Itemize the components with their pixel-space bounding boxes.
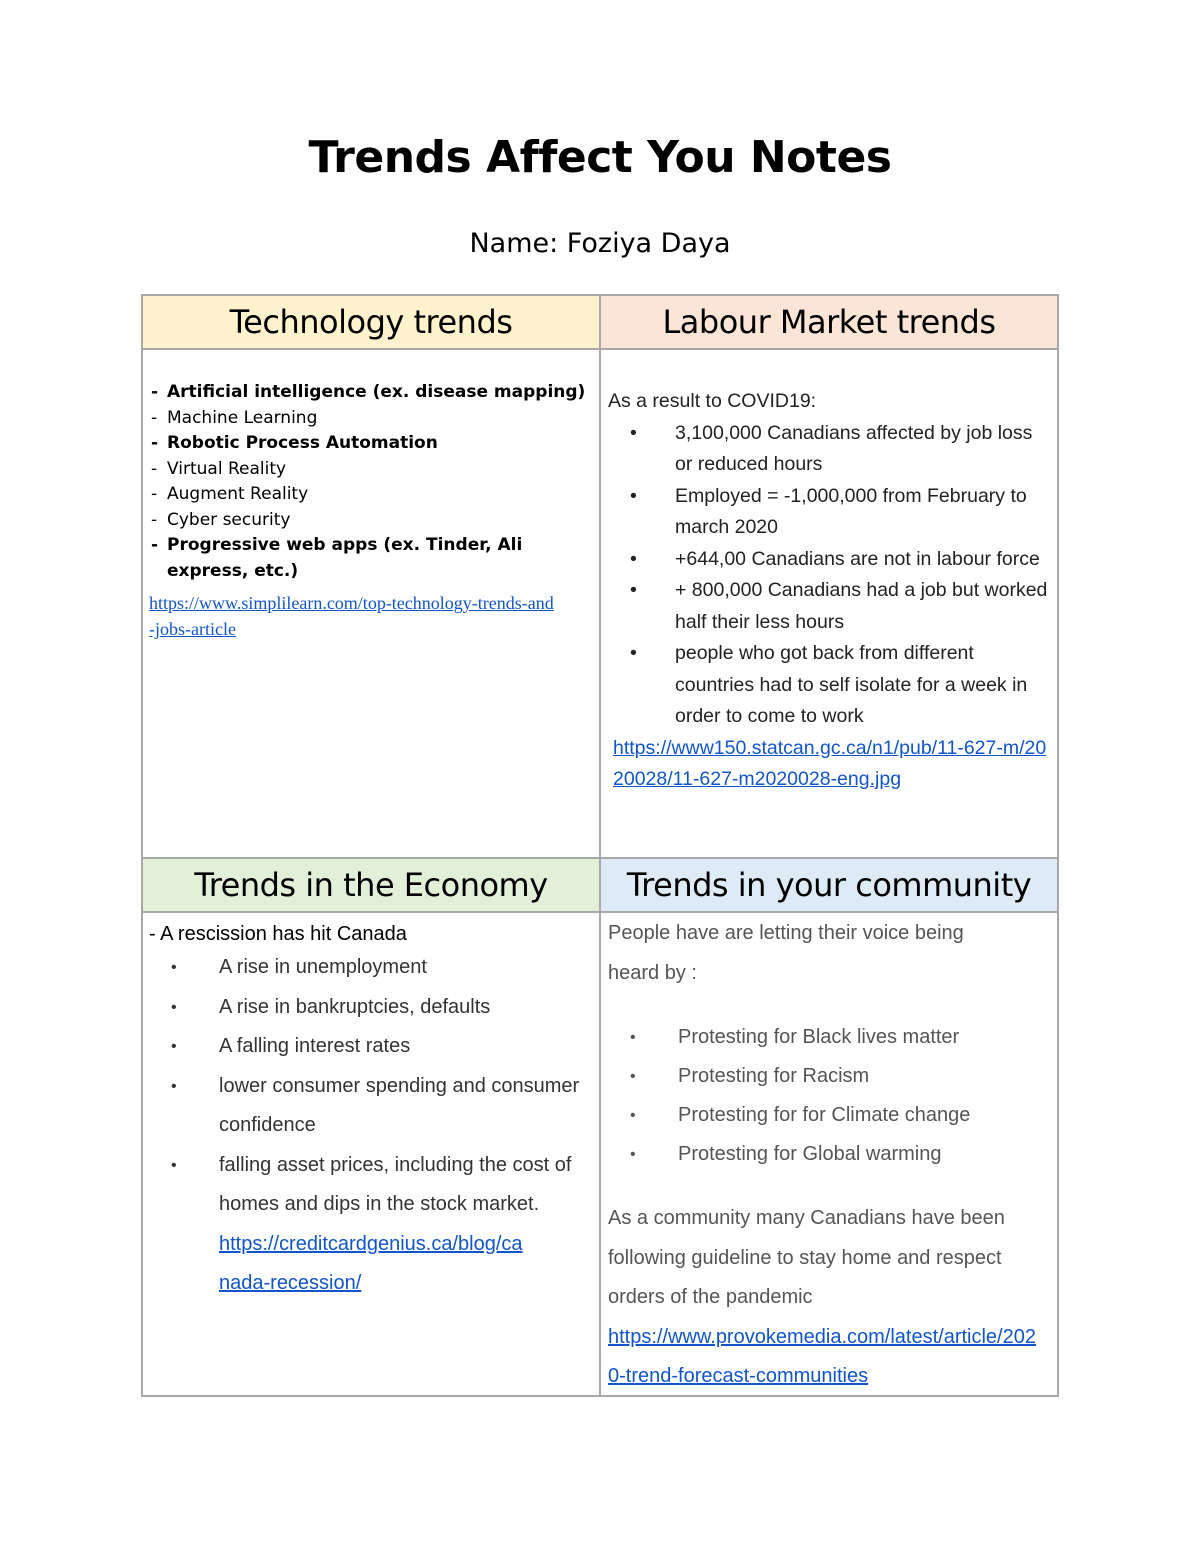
economy-header: Trends in the Economy [143, 859, 599, 911]
list-item: • + 800,000 Canadians had a job but worked half their less hours [608, 575, 1048, 638]
community-paragraph: As a community many Canadians have been following guideline to stay home and respect orders of the pandemic [608, 1207, 1005, 1308]
list-item: - Artificial intelligence (ex. disease mapping) [149, 380, 589, 406]
technology-link-container [149, 590, 559, 642]
economy-cell [149, 920, 589, 1304]
list-item: - Cyber security [149, 508, 589, 534]
list-item: - Progressive web apps (ex. Tinder, Ali express, etc.) [149, 533, 589, 584]
labour-source-link[interactable]: https://www150.statcan.gc.ca/n1/pub/11-627-m/2020028/11-627-m2020028-eng.jpg [613, 736, 1047, 790]
table-border-left [141, 294, 143, 1397]
list-item: • A rise in unemployment [149, 948, 589, 988]
table-border-right [1057, 294, 1059, 1397]
list-item: - Robotic Process Automation [149, 431, 589, 457]
list-item: • +644,00 Canadians are not in labour force [608, 544, 1048, 576]
list-item: • Employed = -1,000,000 from February to march 2020 [608, 481, 1048, 544]
technology-source-link[interactable]: https://www.simplilearn.com/top-technology-trends-and-jobs-article [149, 593, 554, 639]
labour-intro: As a result to COVID19: [608, 390, 817, 412]
economy-link-container [149, 1225, 589, 1304]
list-item: - Virtual Reality [149, 457, 589, 483]
community-cell [608, 914, 1048, 1397]
labour-cell [608, 386, 1048, 796]
technology-cell [149, 380, 589, 642]
technology-list [149, 380, 589, 584]
economy-source-link[interactable]: https://creditcardgenius.ca/blog/canada-recession/ [219, 1232, 523, 1294]
labour-link-container [608, 733, 1048, 796]
community-source-link[interactable]: https://www.provokemedia.com/latest/article/2020-trend-forecast-communities [608, 1325, 1036, 1387]
list-item: • A falling interest rates [149, 1027, 589, 1067]
community-list [608, 1018, 1048, 1174]
economy-list [149, 948, 589, 1225]
economy-lead: - A rescission has hit Canada [149, 923, 407, 945]
document-title: Trends Affect You Notes [308, 132, 892, 183]
table-divider-center [599, 294, 601, 1397]
list-item: - Machine Learning [149, 406, 589, 432]
labour-header: Labour Market trends [601, 296, 1057, 348]
student-name: Name: Foziya Daya [469, 228, 731, 259]
community-intro: People have are letting their voice being heard by : [608, 922, 964, 984]
list-item: • people who got back from different countries had to self isolate for a week in order to come to work [608, 638, 1048, 733]
list-item: - Augment Reality [149, 482, 589, 508]
list-item: • Protesting for Racism [608, 1057, 1048, 1096]
list-item: • A rise in bankruptcies, defaults [149, 988, 589, 1028]
community-header: Trends in your community [601, 859, 1057, 911]
labour-list [608, 418, 1048, 733]
community-link-container [608, 1318, 1048, 1397]
technology-header: Technology trends [143, 296, 599, 348]
list-item: • falling asset prices, including the cost of homes and dips in the stock market. [149, 1146, 589, 1225]
list-item: • Protesting for Global warming [608, 1135, 1048, 1174]
list-item: • Protesting for Black lives matter [608, 1018, 1048, 1057]
list-item: • 3,100,000 Canadians affected by job loss or reduced hours [608, 418, 1048, 481]
list-item: • Protesting for for Climate change [608, 1096, 1048, 1135]
list-item: • lower consumer spending and consumer confidence [149, 1067, 589, 1146]
